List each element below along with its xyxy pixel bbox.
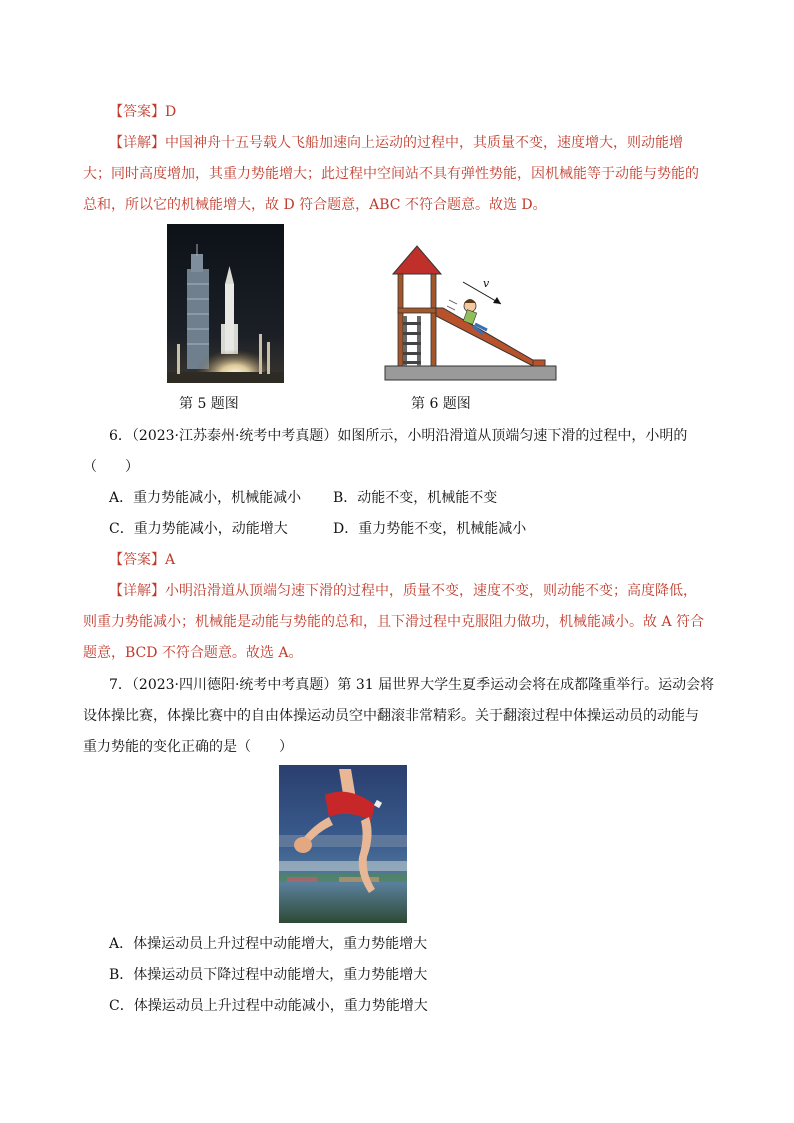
q6-option-c: C．重力势能减小，动能增大 [109, 521, 288, 537]
fig5-caption: 第 5 题图 [179, 396, 239, 412]
answer-value: D [165, 104, 177, 120]
answer-label: 【答案】 [109, 552, 165, 568]
q7-stem-line-2: 设体操比赛，体操比赛中的自由体操运动员空中翻滚非常精彩。关于翻滚过程中体操运动员的动能与 [83, 708, 699, 724]
q5-answer [109, 103, 176, 121]
q7-stem-line-1: 7．（2023·四川德阳·统考中考真题）第 31 届世界大学生夏季运动会将在成都隆重举行。运动会将 [109, 677, 715, 693]
detail-label: 【详解】 [109, 583, 165, 599]
detail-text: 中国神舟十五号载人飞船加速向上运动的过程中，其质量不变，速度增大，则动能增 [165, 135, 683, 151]
q5-detail-line-1 [109, 134, 683, 152]
q6-detail-line-3: 题意，BCD 不符合题意。故选 A。 [83, 645, 303, 661]
q7-option-b: B．体操运动员下降过程中动能增大，重力势能增大 [109, 967, 428, 983]
q6-answer [109, 551, 175, 569]
q6-stem-line-1: 6．（2023·江苏泰州·统考中考真题）如图所示，小明沿滑道从顶端匀速下滑的过程中，小明的 [109, 428, 688, 444]
q6-option-b: B．动能不变，机械能不变 [333, 490, 498, 506]
answer-value: A [165, 552, 176, 568]
q7-option-a: A．体操运动员上升过程中动能增大，重力势能增大 [109, 936, 428, 952]
gymnast-photo [279, 765, 407, 923]
q7-stem-line-3: 重力势能的变化正确的是（ ） [83, 739, 293, 755]
q6-detail-line-1 [109, 582, 697, 600]
q5-detail-line-2: 大；同时高度增加，其重力势能增大；此过程中空间站不具有弹性势能，因机械能等于动能与势能的 [83, 166, 699, 182]
q7-option-c: C．体操运动员上升过程中动能减小，重力势能增大 [109, 998, 428, 1014]
q6-option-d: D．重力势能不变，机械能减小 [333, 521, 527, 537]
detail-text: 小明沿滑道从顶端匀速下滑的过程中，质量不变，速度不变，则动能不变；高度降低， [165, 583, 697, 599]
slide-illustration [383, 242, 558, 384]
q6-option-a: A．重力势能减小，机械能减小 [109, 490, 302, 506]
rocket-launch-image [167, 224, 284, 383]
slide-diagram [383, 242, 558, 384]
gymnast-image [279, 765, 407, 923]
velocity-label: v [483, 277, 490, 290]
rocket-launch-photo [167, 224, 284, 383]
q6-stem-line-2: （ ） [83, 459, 139, 475]
detail-label: 【详解】 [109, 135, 165, 151]
q6-detail-line-2: 则重力势能减小；机械能是动能与势能的总和，且下滑过程中克服阻力做功，机械能减小。故 A 符合 [83, 614, 705, 630]
answer-label: 【答案】 [109, 104, 165, 120]
q5-detail-line-3: 总和，所以它的机械能增大，故 D 符合题意，ABC 不符合题意。故选 D。 [83, 197, 547, 213]
fig6-caption: 第 6 题图 [411, 396, 471, 412]
